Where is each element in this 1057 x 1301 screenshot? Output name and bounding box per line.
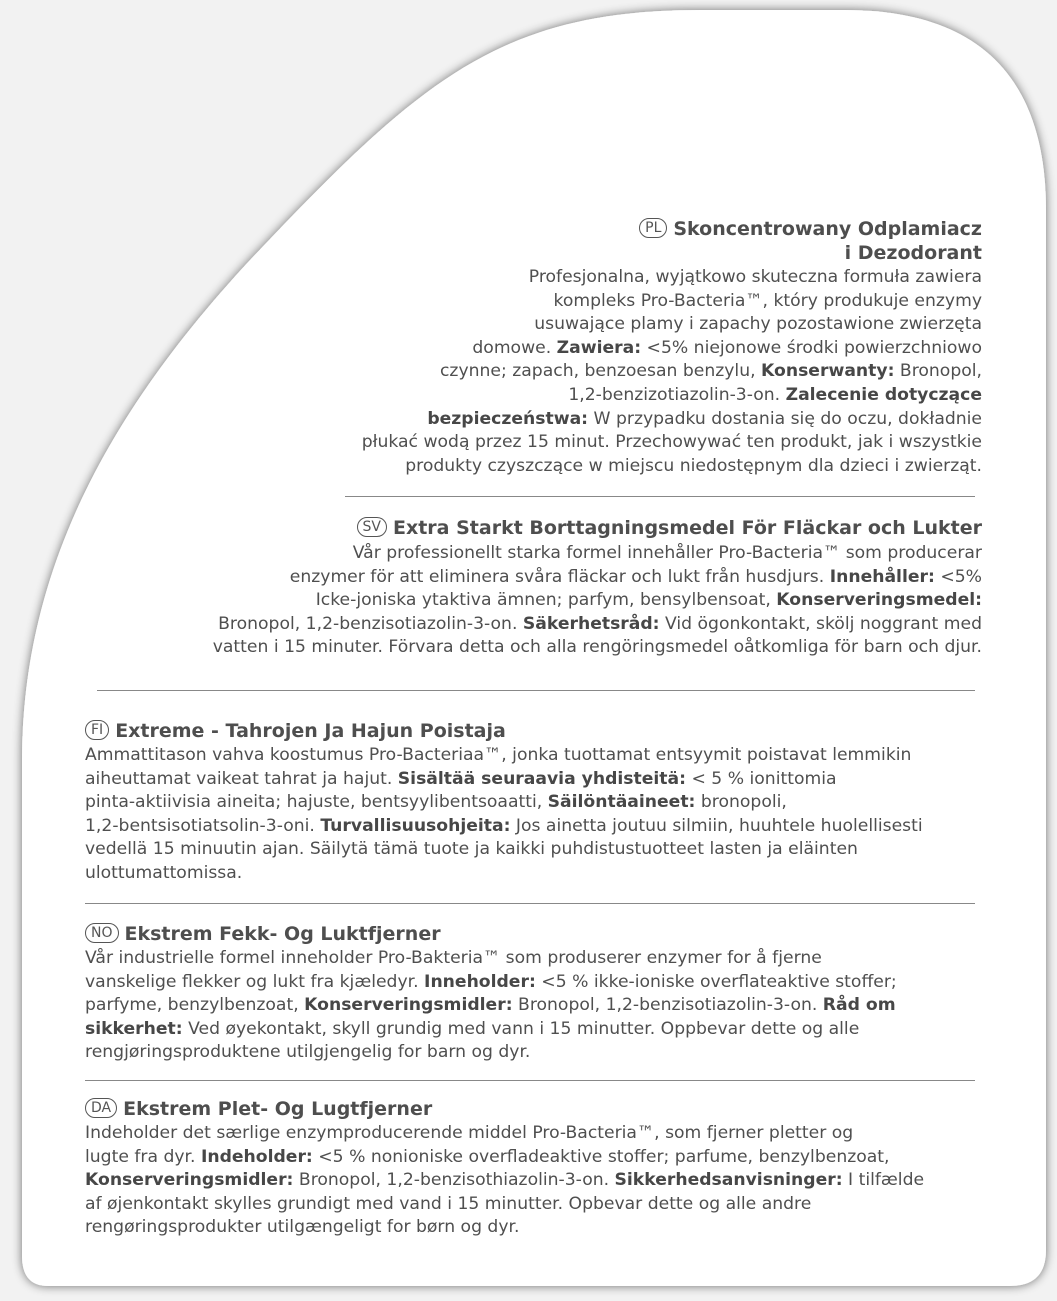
- text-run: <5% niejonowe środki powierzchniowo: [641, 337, 982, 358]
- text-run: Icke-joniska ytaktiva ämnen; parfym, bensylbensoat,: [315, 590, 777, 611]
- bold-run: Zalecenie dotyczące: [785, 384, 982, 405]
- body-line: [282, 360, 982, 384]
- body-line: [282, 384, 982, 408]
- bold-run: Sisältää seuraavia yhdisteitä:: [397, 768, 686, 789]
- text-run: lugte fra dyr.: [85, 1146, 201, 1167]
- body-line: [282, 455, 982, 479]
- text-run: Jos ainetta joutuu silmiin, huuhtele huolellisesti: [510, 815, 923, 836]
- body-line: [282, 408, 982, 432]
- text-run: kompleks Pro-Bacteria™, który produkuje enzymy: [553, 290, 982, 311]
- text-run: Vår professionellt starka formel innehåller Pro-Bacteria™ som producerar: [352, 543, 982, 563]
- body-line: [82, 589, 982, 613]
- section-pl-title-line-2: i Dezodorant: [844, 242, 982, 264]
- text-run: Profesjonalna, wyjątkowo skuteczna formuła zawiera: [528, 267, 982, 287]
- text-run: rengøringsprodukter utilgængeligt for børn og dyr.: [85, 1217, 520, 1238]
- bold-run: Inneholder:: [424, 971, 536, 992]
- section-fi-title-row: [85, 719, 985, 743]
- language-badge-pl: PL: [639, 218, 667, 238]
- text-run: pinta-aktiivisia aineita; hajuste, bentsyylibentsoaatti,: [85, 792, 548, 813]
- language-badge-fi: FI: [85, 720, 109, 740]
- body-line: [85, 947, 985, 971]
- divider-fi-no: [85, 903, 975, 904]
- text-run: <5%: [934, 566, 982, 587]
- body-line: [85, 1122, 985, 1146]
- section-no-title: Ekstrem Fekk- Og Luktfjerner: [124, 923, 441, 945]
- body-line: [85, 1216, 985, 1240]
- section-da: [85, 1097, 985, 1240]
- body-line: [82, 636, 982, 660]
- section-da-body: [85, 1122, 985, 1240]
- text-run: usuwające plamy i zapachy pozostawione zwierzęta: [534, 314, 982, 335]
- body-line: [85, 994, 985, 1018]
- text-run: W przypadku dostania się do oczu, dokładnie: [588, 408, 982, 429]
- text-run: vanskelige flekker og lukt fra kjæledyr.: [85, 971, 425, 992]
- text-run: < 5 % ionittomia: [685, 768, 837, 789]
- body-line: [282, 290, 982, 314]
- text-run: 1,2-bentsisotiatsolin-3-oni.: [85, 815, 321, 836]
- text-run: Ammattitason vahva koostumus Pro-Bacteriaa™, jonka tuottamat entsyymit poistavat lemmikin: [85, 745, 912, 765]
- text-run: aiheuttamat vaikeat tahrat ja hajut.: [85, 768, 398, 789]
- section-da-title-row: [85, 1097, 985, 1121]
- bold-run: Innehåller:: [829, 566, 935, 587]
- language-badge-sv: SV: [357, 517, 387, 537]
- bold-run: Säilöntäaineet:: [547, 792, 696, 813]
- text-run: <5 % ikke-ioniske overflateaktive stoffer;: [535, 971, 897, 992]
- text-run: Ved øyekontakt, skyll grundig med vann i 15 minutter. Oppbevar dette og alle: [182, 1018, 860, 1039]
- text-run: Bronopol, 1,2-benzisothiazolin-3-on.: [293, 1170, 615, 1191]
- language-badge-da: DA: [85, 1098, 117, 1118]
- text-run: Indeholder det særlige enzymproducerende middel Pro-Bacteria™, som fjerner pletter og: [85, 1123, 854, 1143]
- text-run: Bronopol,: [894, 361, 982, 382]
- text-run: bronopoli,: [695, 792, 787, 813]
- body-line: [82, 542, 982, 566]
- section-fi: [85, 719, 985, 886]
- body-line: [85, 768, 985, 792]
- section-fi-body: [85, 744, 985, 886]
- body-line: [85, 1041, 985, 1065]
- text-run: vedellä 15 minuutin ajan. Säilytä tämä tuote ja kaikki puhdistustuotteet lasten ja eläinten: [85, 839, 858, 860]
- section-sv-title-row: [82, 516, 982, 540]
- bold-run: Säkerhetsråd:: [522, 613, 660, 634]
- body-line: [282, 266, 982, 290]
- section-da-title: Ekstrem Plet- Og Lugtfjerner: [123, 1098, 433, 1120]
- section-sv: [82, 516, 982, 660]
- body-line: [85, 1193, 985, 1217]
- text-run: af øjenkontakt skylles grundigt med vand i 15 minutter. Opbevar dette og alle andre: [85, 1193, 812, 1214]
- divider-pl-sv: [345, 496, 975, 497]
- text-run: produkty czyszczące w miejscu niedostępnym dla dzieci i zwierząt.: [405, 455, 982, 476]
- text-run: ulottumattomissa.: [85, 862, 243, 883]
- section-no-title-row: [85, 922, 985, 946]
- bold-run: sikkerhet:: [85, 1018, 183, 1039]
- bold-run: Turvallisuusohjeita:: [320, 815, 511, 836]
- section-fi-title: Extreme - Tahrojen Ja Hajun Poistaja: [115, 720, 506, 742]
- section-pl-title-line-1: Skoncentrowany Odplamiacz: [673, 218, 982, 240]
- divider-no-da: [85, 1080, 975, 1081]
- bold-run: Zawiera:: [556, 337, 642, 358]
- body-line: [282, 313, 982, 337]
- text-run: <5 % nonioniske overfladeaktive stoffer; parfume, benzylbenzoat,: [312, 1146, 890, 1167]
- body-line: [85, 1018, 985, 1042]
- section-pl-title-row: [282, 217, 982, 265]
- body-line: [82, 566, 982, 590]
- section-no: [85, 922, 985, 1065]
- body-line: [85, 1146, 985, 1170]
- body-line: [85, 971, 985, 995]
- body-line: [282, 431, 982, 455]
- bold-run: bezpieczeństwa:: [427, 408, 589, 429]
- text-run: vatten i 15 minuter. Förvara detta och alla rengöringsmedel oåtkomliga för barn och djur.: [212, 637, 982, 658]
- text-run: Vid ögonkontakt, skölj noggrant med: [659, 613, 982, 634]
- text-run: parfyme, benzylbenzoat,: [85, 995, 305, 1016]
- body-line: [85, 744, 985, 768]
- section-pl: [282, 217, 982, 478]
- body-line: [85, 838, 985, 862]
- bold-run: Indeholder:: [200, 1146, 313, 1167]
- section-sv-title: Extra Starkt Borttagningsmedel För Fläckar och Lukter: [392, 517, 982, 539]
- text-run: I tilfælde: [842, 1170, 925, 1191]
- body-line: [85, 815, 985, 839]
- body-line: [85, 791, 985, 815]
- language-badge-no: NO: [85, 923, 119, 943]
- text-run: czynne; zapach, benzoesan benzylu,: [439, 361, 762, 382]
- section-no-body: [85, 947, 985, 1065]
- bold-run: Konserwanty:: [761, 361, 895, 382]
- body-line: [85, 862, 985, 886]
- bold-run: Råd om: [822, 995, 896, 1016]
- text-run: Bronopol, 1,2-benzisotiazolin-3-on.: [512, 995, 823, 1016]
- bold-run: Konserveringsmedel:: [776, 590, 982, 611]
- bold-run: Sikkerhedsanvisninger:: [614, 1170, 843, 1191]
- body-line: [282, 337, 982, 361]
- text-run: Vår industrielle formel inneholder Pro-Bakteria™ som produserer enzymer for å fjerne: [85, 948, 822, 968]
- text-run: rengjøringsproduktene utilgjengelig for barn og dyr.: [85, 1042, 531, 1063]
- bold-run: Konserveringsmidler:: [304, 995, 513, 1016]
- text-run: płukać wodą przez 15 minut. Przechowywać ten produkt, jak i wszystkie: [361, 432, 982, 453]
- text-run: domowe.: [472, 337, 557, 358]
- text-run: enzymer för att eliminera svåra fläckar och lukt från husdjurs.: [289, 566, 830, 587]
- section-sv-body: [82, 542, 982, 660]
- bold-run: Konserveringsmidler:: [85, 1170, 294, 1191]
- text-run: 1,2-benzizotiazolin-3-on.: [568, 384, 786, 405]
- section-pl-body: [282, 266, 982, 478]
- body-line: [85, 1169, 985, 1193]
- divider-sv-fi: [97, 690, 975, 691]
- text-run: Bronopol, 1,2-benzisotiazolin-3-on.: [218, 613, 523, 634]
- body-line: [82, 613, 982, 637]
